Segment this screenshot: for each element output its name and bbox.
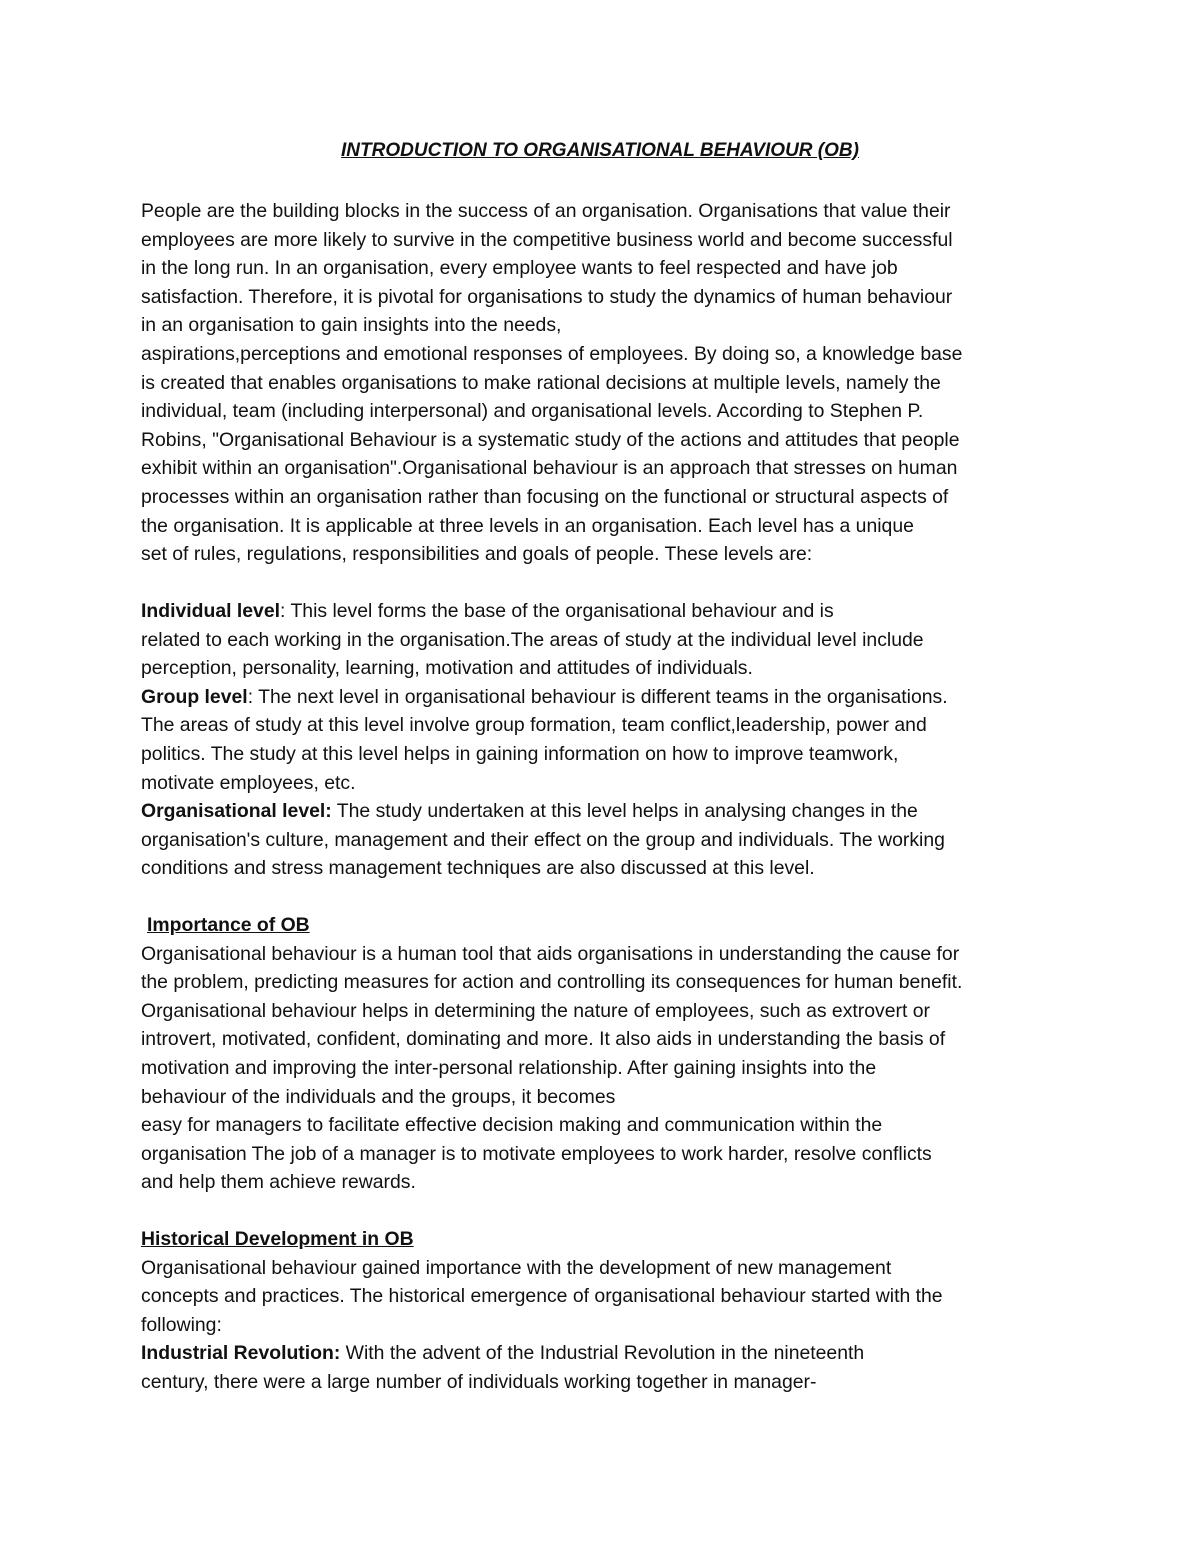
- intro-line: individual, team (including interpersonal) and organisational levels. According to Stephen P.: [141, 400, 924, 423]
- individual-level-line: perception, personality, learning, motivation and attitudes of individuals.: [141, 657, 753, 680]
- organisational-level-label: Organisational level:: [141, 800, 332, 823]
- individual-level-line: related to each working in the organisation.The areas of study at the individual level include: [141, 628, 924, 651]
- individual-level-line: [141, 597, 1081, 626]
- importance-line: motivation and improving the inter-personal relationship. After gaining insights into the: [141, 1056, 877, 1079]
- importance-line: Organisational behaviour is a human tool that aids organisations in understanding the cause for: [141, 942, 960, 965]
- importance-line: the problem, predicting measures for action and controlling its consequences for human benefit.: [141, 971, 963, 994]
- individual-level-text: : This level forms the base of the organisational behaviour and is: [280, 600, 834, 622]
- intro-line: People are the building blocks in the success of an organisation. Organisations that value their: [141, 200, 951, 222]
- history-section: [141, 1225, 1081, 1397]
- importance-line: organisation The job of a manager is to motivate employees to work harder, resolve conflicts: [141, 1142, 932, 1165]
- history-line: concepts and practices. The historical emergence of organisational behaviour started with the: [141, 1285, 943, 1308]
- intro-line: processes within an organisation rather than focusing on the functional or structural aspects of: [141, 485, 949, 508]
- group-level-line: The areas of study at this level involve group formation, team conflict,leadership, power and: [141, 714, 927, 737]
- intro-line: in an organisation to gain insights into the needs,: [141, 314, 562, 337]
- individual-level-label: Individual level: [141, 600, 281, 622]
- importance-line: easy for managers to facilitate effective decision making and communication within the: [141, 1114, 883, 1137]
- intro-paragraph: [141, 197, 1081, 569]
- levels-section: [141, 597, 1081, 883]
- group-level-line: politics. The study at this level helps in gaining information on how to improve teamwork,: [141, 742, 899, 765]
- intro-line: the organisation. It is applicable at three levels in an organisation. Each level has a unique: [141, 514, 914, 537]
- history-line: Organisational behaviour gained importance with the development of new management: [141, 1256, 892, 1279]
- group-level-label: Group level: [141, 685, 248, 708]
- industrial-revolution-label: Industrial Revolution:: [141, 1342, 341, 1365]
- intro-line: employees are more likely to survive in the competitive business world and become successful: [141, 228, 953, 251]
- importance-line: and help them achieve rewards.: [141, 1171, 416, 1194]
- intro-line: satisfaction. Therefore, it is pivotal for organisations to study the dynamics of human behaviour: [141, 285, 953, 308]
- intro-line: aspirations,perceptions and emotional responses of employees. By doing so, a knowledge base: [141, 342, 963, 365]
- history-heading-line: [141, 1225, 1081, 1254]
- document-title: INTRODUCTION TO ORGANISATIONAL BEHAVIOUR (OB): [341, 140, 859, 161]
- industrial-revolution-line: [141, 1339, 1081, 1368]
- intro-line: set of rules, regulations, responsibilities and goals of people. These levels are:: [141, 543, 813, 566]
- intro-line: Robins, "Organisational Behaviour is a systematic study of the actions and attitudes that people: [141, 428, 960, 451]
- organisational-level-line: conditions and stress management techniques are also discussed at this level.: [141, 857, 815, 880]
- importance-heading: Importance of OB: [147, 914, 310, 936]
- intro-line: in the long run. In an organisation, every employee wants to feel respected and have job: [141, 257, 898, 280]
- importance-heading-line: [141, 911, 1081, 940]
- intro-line: exhibit within an organisation".Organisational behaviour is an approach that stresses on human: [141, 457, 958, 480]
- importance-line: behaviour of the individuals and the groups, it becomes: [141, 1085, 616, 1108]
- history-heading: Historical Development in OB: [141, 1228, 414, 1250]
- importance-line: introvert, motivated, confident, dominating and more. It also aids in understanding the basis of: [141, 1028, 946, 1051]
- intro-line: is created that enables organisations to make rational decisions at multiple levels, namely the: [141, 371, 941, 394]
- organisational-level-line: [141, 797, 1081, 826]
- organisational-level-line: organisation's culture, management and their effect on the group and individuals. The working: [141, 828, 945, 851]
- group-level-text: : The next level in organisational behaviour is different teams in the organisations.: [247, 685, 948, 708]
- importance-line: Organisational behaviour helps in determining the nature of employees, such as extrovert or: [141, 999, 930, 1022]
- industrial-revolution-line: century, there were a large number of individuals working together in manager-: [141, 1370, 817, 1393]
- importance-section: [141, 911, 1081, 1197]
- history-line: following:: [141, 1313, 222, 1336]
- group-level-line: motivate employees, etc.: [141, 771, 356, 794]
- industrial-revolution-text: With the advent of the Industrial Revolution in the nineteenth: [340, 1342, 865, 1365]
- organisational-level-text: The study undertaken at this level helps in analysing changes in the: [331, 800, 918, 823]
- group-level-line: [141, 683, 1081, 712]
